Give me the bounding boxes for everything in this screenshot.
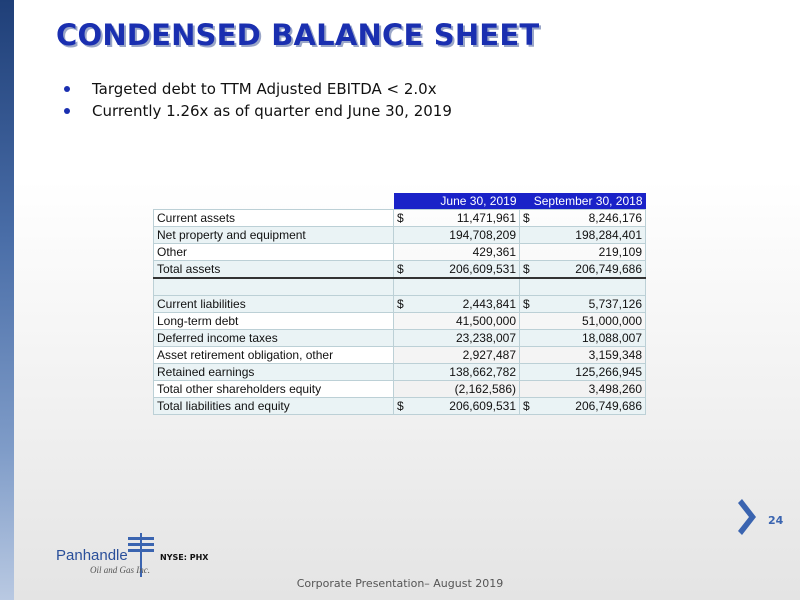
currency-symbol: $ [397,297,404,311]
currency-symbol: $ [523,262,530,276]
row-value-cell [520,210,646,227]
row-value-cell [394,398,520,415]
spacer-cell [394,278,520,296]
row-label: Asset retirement obligation, other [154,347,394,364]
page-number: 24 [768,514,784,527]
row-value-cell [520,296,646,313]
currency-symbol: $ [523,297,530,311]
logo-name: Panhandle [56,547,128,564]
balance-sheet-table [153,193,646,415]
header-blank-cell [154,193,394,210]
row-value: 206,749,686 [575,399,642,413]
row-value: (2,162,586) [454,382,516,396]
row-value-cell [520,227,646,244]
company-logo [56,531,216,581]
row-value: 206,609,531 [449,262,516,276]
currency-symbol: $ [397,211,404,225]
row-label: Current assets [154,210,394,227]
row-value-cell [394,364,520,381]
currency-symbol: $ [523,211,530,225]
spacer-cell [520,278,646,296]
row-value: 125,266,945 [575,365,642,379]
bullet-dot-icon [64,108,70,114]
bullet-item [64,78,452,100]
row-value: 5,737,126 [588,297,642,311]
row-value: 3,159,348 [588,348,642,362]
row-value-cell [520,381,646,398]
row-value: 138,662,782 [449,365,516,379]
row-value: 206,749,686 [575,262,642,276]
row-value: 429,361 [472,245,516,259]
row-label: Current liabilities [154,296,394,313]
row-label: Net property and equipment [154,227,394,244]
table-row [154,330,646,347]
row-value: 2,443,841 [462,297,516,311]
table-row [154,261,646,279]
row-label: Other [154,244,394,261]
table-row [154,210,646,227]
row-value-cell [520,313,646,330]
bullet-dot-icon [64,86,70,92]
row-value-cell [394,296,520,313]
table-row [154,381,646,398]
row-value: 51,000,000 [581,314,642,328]
bullet-item [64,100,452,122]
column-header-sept-2018: September 30, 2018 [520,193,646,210]
row-value-cell [520,261,646,279]
table-row [154,244,646,261]
row-value-cell [394,313,520,330]
row-label: Deferred income taxes [154,330,394,347]
bullet-list [64,78,452,122]
table-row [154,364,646,381]
row-value: 206,609,531 [449,399,516,413]
table-row [154,347,646,364]
bullet-text: Currently 1.26x as of quarter end June 30, 2019 [92,102,452,120]
row-value-cell [520,244,646,261]
row-value-cell [394,210,520,227]
row-label: Total other shareholders equity [154,381,394,398]
table-header-row [154,193,646,210]
logo-ticker: NYSE: PHX [160,553,209,562]
row-value-cell [394,381,520,398]
row-label: Long-term debt [154,313,394,330]
bullet-text: Targeted debt to TTM Adjusted EBITDA < 2.0x [92,80,437,98]
row-value: 23,238,007 [455,331,516,345]
row-value-cell [394,330,520,347]
row-value-cell [394,227,520,244]
table-row [154,227,646,244]
row-value-cell [394,244,520,261]
spacer-cell [154,278,394,296]
table-row [154,398,646,415]
row-value-cell [520,330,646,347]
left-accent-bar [0,0,14,600]
row-value: 11,471,961 [456,211,516,225]
row-value: 2,927,487 [462,348,516,362]
column-header-june-2019: June 30, 2019 [394,193,520,210]
currency-symbol: $ [523,399,530,413]
row-value: 219,109 [598,245,642,259]
row-value-cell [520,347,646,364]
row-value: 8,246,176 [588,211,642,225]
slide-footer: Corporate Presentation– August 2019 [296,577,504,590]
row-value: 198,284,401 [575,228,642,242]
row-value-cell [394,261,520,279]
row-label: Total assets [154,261,394,279]
logo-subtitle: Oil and Gas Inc. [90,565,150,575]
row-value: 41,500,000 [455,314,516,328]
row-value-cell [520,398,646,415]
row-label: Retained earnings [154,364,394,381]
currency-symbol: $ [397,262,404,276]
table-spacer-row [154,278,646,296]
row-value: 194,708,209 [449,228,516,242]
row-value-cell [394,347,520,364]
row-label: Total liabilities and equity [154,398,394,415]
table-row [154,313,646,330]
table-row [154,296,646,313]
row-value: 18,088,007 [581,331,642,345]
slide-title: CONDENSED BALANCE SHEET [56,18,540,52]
currency-symbol: $ [397,399,404,413]
next-chevron-icon [738,497,760,537]
row-value-cell [520,364,646,381]
row-value: 3,498,260 [588,382,642,396]
